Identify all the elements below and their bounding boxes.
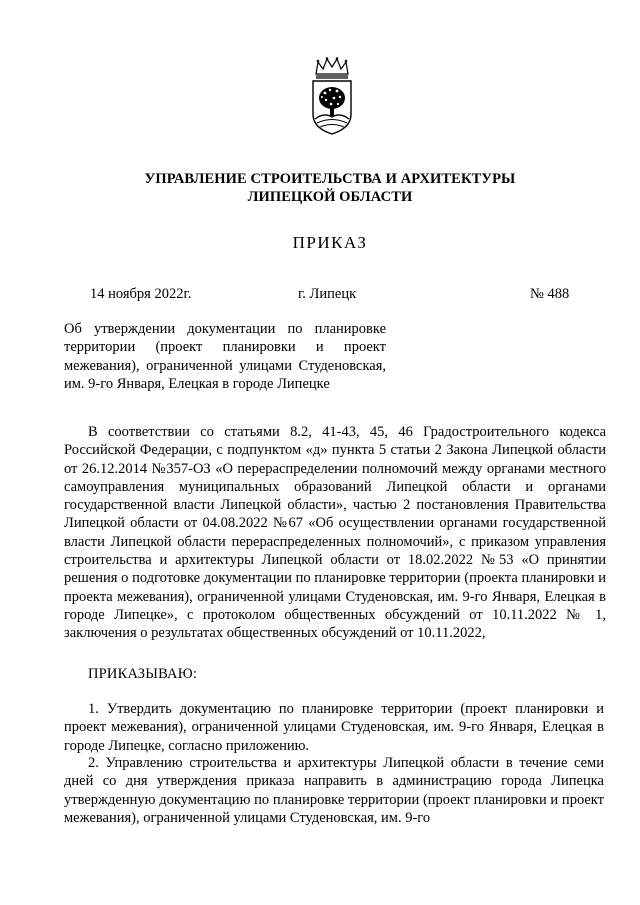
- organization-name-line2: ЛИПЕЦКОЙ ОБЛАСТИ: [247, 189, 413, 205]
- preamble-paragraph: В соответствии со статьями 8.2, 41-43, 45, 46 Градостроительного кодекса Российской Федерации, с подпунктом «д» пункта 5 статьи 2 Закона Липецкой области от 26.12.2014 №357-ОЗ «О перераспределении полномочий между органами местного самоуправления муниципальных образований Липецкой области и органами государственной власти Липецкой области», частью 2 постановления Правительства Липецкой области от 04.08.2022 №67 «Об осуществлении органами государственной власти Липецкой области перераспределенных полномочий», с приказом управления строительства и архитектуры Липецкой области от 18.02.2022 №53 «О принятии решения о подготовке документации по планировке территории (проекта планировки и проекта межевания), ограниченной улицами Студеновская, им. 9-го Января, Елецкая в городе Липецке», с протоколом общественных обсуждений от 10.11.2022 № 1, заключения о результатах общественных обсуждений от 10.11.2022,: [64, 424, 606, 642]
- order-heading: ПРИКАЗЫВАЮ:: [88, 666, 198, 682]
- organization-name: [60, 170, 600, 206]
- organization-name-line1: УПРАВЛЕНИЕ СТРОИТЕЛЬСТВА И АРХИТЕКТУРЫ: [144, 171, 516, 187]
- document-date: 14 ноября 2022г.: [90, 286, 192, 302]
- order-item-2: 2. Управлению строительства и архитектуры Липецкой области в течение семи дней со дня утверждения приказа направить в администрацию города Липецка утвержденную документацию по планировке территории (проект планировки и проект межевания), ограниченной улицами Студеновская, им. 9-го: [64, 755, 604, 826]
- document-city: г. Липецк: [298, 286, 357, 302]
- document-subject: Об утверждении документации по планировке территории (проект планировки и проект межевания), ограниченной улицами Студеновская, им. 9-го Января, Елецкая в городе Липецке: [64, 321, 386, 392]
- document-number: № 488: [530, 286, 570, 302]
- order-item-1: 1. Утвердить документацию по планировке территории (проект планировки и проект межевания), ограниченной улицами Студеновская, им. 9-го Января, Елецкая в городе Липецке, согласно приложению.: [64, 701, 604, 754]
- coat-of-arms-emblem: [308, 56, 356, 136]
- document-type-title: ПРИКАЗ: [292, 233, 368, 252]
